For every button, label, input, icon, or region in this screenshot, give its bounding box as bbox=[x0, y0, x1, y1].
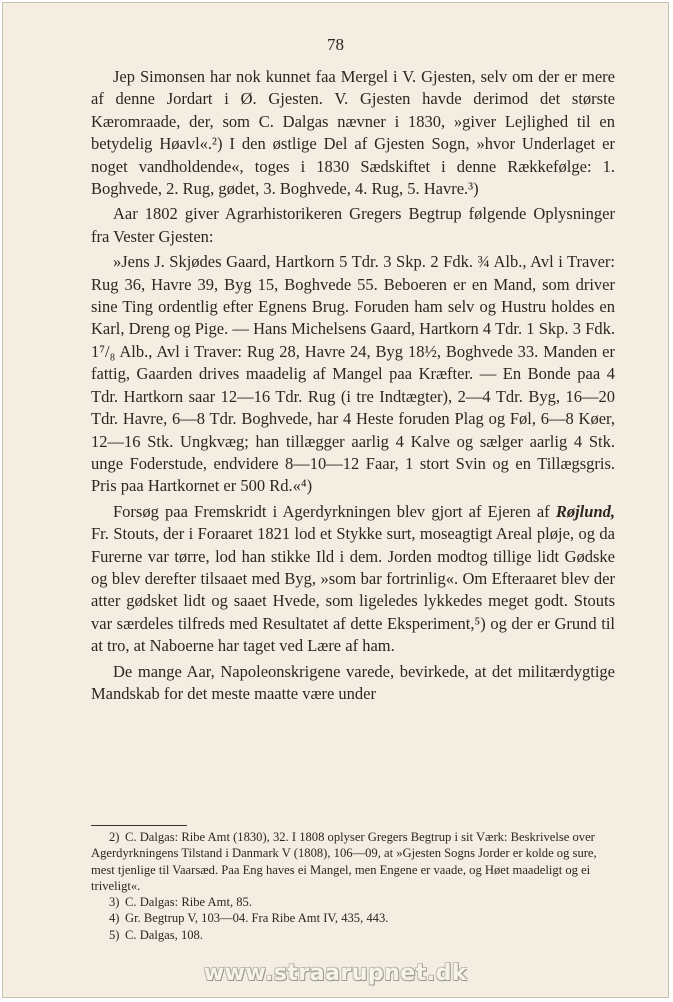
book-page bbox=[2, 2, 669, 998]
footnote-number: 2) bbox=[109, 830, 120, 844]
footnote-text: C. Dalgas: Ribe Amt, 85. bbox=[125, 895, 252, 910]
footnote bbox=[91, 927, 615, 943]
paragraph: De mange Aar, Napoleonskrigene varede, bevirkede, at det militærdygtige Mandskab for det meste maatte være under bbox=[91, 661, 615, 703]
watermark-url: www.straarupnet.dk bbox=[203, 961, 468, 986]
footnote-number: 5) bbox=[109, 927, 120, 942]
footnote bbox=[91, 910, 615, 926]
paragraph-text: Forsøg paa Fremskridt i Agerdyrkningen blev gjort af Ejeren af bbox=[113, 501, 556, 521]
footnote bbox=[91, 829, 615, 894]
page-number: 78 bbox=[327, 35, 344, 54]
paragraph: Jep Simonsen har nok kunnet faa Mergel i V. Gjesten, selv om der er mere af denne Jordart i Ø. Gjesten. V. Gjesten havde derimod det største Kæromraade, der, som C. Dalgas nævner i 1830, »giver Lejlighed til en betydelig Høavl«.²) I den østlige Del af Gjesten Sogn, »hvor Underlaget er noget vandholdende«, toges i 1830 Sædskiftet i denne Rækkefølge: 1. Boghvede, 2. Rug, gødet, 3. Boghvede, 4. Rug, 5. Havre.³) bbox=[91, 67, 615, 199]
paragraph: Aar 1802 giver Agrarhistorikeren Gregers Begtrup følgende Oplysninger fra Vester Gjesten: bbox=[91, 204, 615, 246]
paragraph-quote: »Jens J. Skjødes Gaard, Hartkorn 5 Tdr. 3 Skp. 2 Fdk. ¾ Alb., Avl i Traver: Rug 36, Havre 39, Byg 15, Boghvede 55. Beboeren er en Mand, som driver sine Ting ordentlig efter Egnens Brug. Foruden ham selv og Hustru holdes en Karl, Dreng og Pige. — Hans Michelsens Gaard, Hartkorn 4 Tdr. 1 Skp. 3 Fdk. 1⁷/₈ Alb., Avl i Traver: Rug 28, Havre 24, Byg 18½, Boghvede 33. Manden er fattig, Gaarden drives maadelig af Mangel paa Kræfter. — En Bonde paa 4 Tdr. Hartkorn saar 12—16 Tdr. Rug (i tre Indtægter), 2—4 Tdr. Byg, 16—20 Tdr. Havre, 6—8 Tdr. Boghvede, har 4 Heste foruden Plag og Føl, 6—8 Køer, 12—16 Stk. Ungkvæg; han tillægger aarlig 4 Kalve og sælger aarlig 4 Stk. unge Foderstude, endvidere 8—10—12 Faar, 1 stort Svin og en Tillægsgris. Pris paa Hartkornet er 500 Rd.«⁴) bbox=[91, 252, 615, 496]
body-text bbox=[91, 66, 615, 708]
footnote-number: 3) bbox=[109, 895, 120, 910]
footnote-number: 4) bbox=[109, 911, 120, 926]
footnotes bbox=[91, 829, 615, 943]
footnote-text: C. Dalgas: Ribe Amt (1830), 32. I 1808 oplyser Gregers Begtrup i sit Værk: Beskrivelse over Agerdyrkningens Tilstand i Danmark V (1808), 106—09, at »Gjesten Sogns Jorder er kolde og sure, mest tjenlige til Vaarsæd. Paa Eng haves ei Mangel, men Engene er vaade, og Høet maadeligt og ei triveligt«. bbox=[91, 830, 597, 893]
paragraph-text: Fr. Stouts, der i Foraaret 1821 lod et Stykke surt, moseagtigt Areal pløje, og da Furerne var tørre, lod han stikke Ild i dem. Jorden modtog tillige lidt Gødske og blev derefter tilsaaet med Byg, »som bar fortrinlig«. Om Efteraaret blev der atter gødsket lidt og saaet Hvede, som ligeledes lykkedes meget godt. Stouts var særdeles tilfreds med Resultatet af dette Eksperiment,⁵) og der er Grund til at tro, at Naboerne har taget ved Lære af ham. bbox=[91, 524, 615, 656]
footnote-text: C. Dalgas, 108. bbox=[125, 927, 204, 942]
emphasized-place-name: Røjlund, bbox=[555, 501, 615, 521]
footnote-rule bbox=[91, 825, 187, 826]
footnote bbox=[91, 894, 615, 910]
footnote-text: Gr. Begtrup V, 103—04. Fra Ribe Amt IV, 435, 443. bbox=[125, 911, 389, 926]
paragraph bbox=[91, 501, 615, 658]
